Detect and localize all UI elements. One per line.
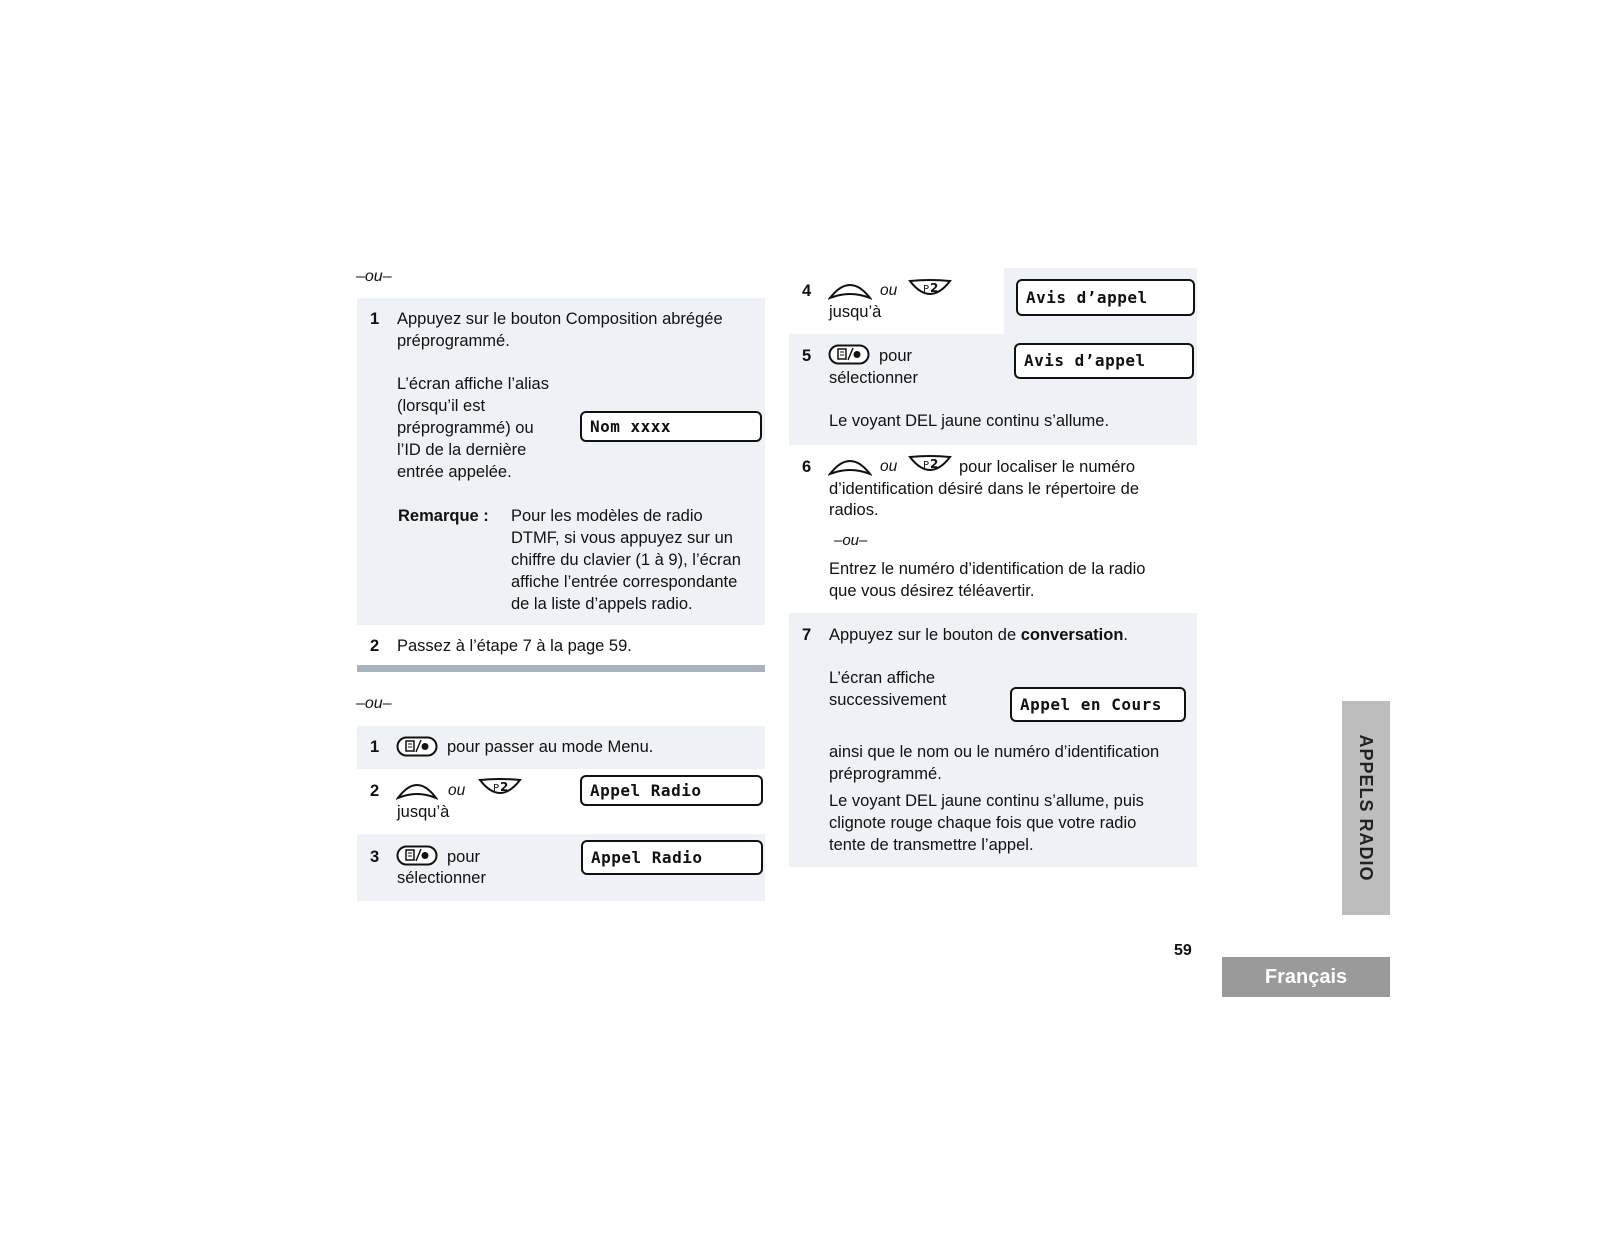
step-text: Passez à l’étape 7 à la page 59. — [397, 637, 632, 655]
step-number: 7 — [802, 626, 812, 644]
language-tab: Français — [1222, 957, 1390, 997]
lcd-display: Appel Radio — [581, 840, 763, 875]
screen-text: L’écran affiche — [829, 669, 936, 687]
step-text: pour — [447, 848, 481, 866]
step-subtext: sélectionner — [397, 869, 486, 887]
svg-text:2: 2 — [930, 281, 939, 295]
step-number: 6 — [802, 458, 812, 476]
up-arrow-key-icon — [828, 278, 872, 302]
step-b2-panel — [357, 770, 579, 833]
section-divider — [357, 665, 765, 672]
alias-text: L’écran affiche l’alias — [397, 375, 549, 393]
step-number: 1 — [370, 738, 380, 756]
svg-text:2: 2 — [930, 457, 939, 471]
note-text: DTMF, si vous appuyez sur un — [511, 529, 733, 547]
step-text: Appuyez sur le bouton Composition abrégée — [397, 310, 723, 328]
lcd-display: Appel Radio — [580, 775, 763, 806]
page-number: 59 — [1174, 942, 1192, 959]
note-text: Pour les modèles de radio — [511, 507, 703, 525]
or-text: ou — [880, 458, 898, 475]
step-text: tente de transmettre l’appel. — [829, 836, 1034, 854]
step-number: 2 — [370, 637, 380, 655]
p2-key-icon — [908, 453, 952, 477]
note-text: chiffre du clavier (1 à 9), l’écran — [511, 551, 741, 569]
step-text: Le voyant DEL jaune continu s’allume. — [829, 412, 1110, 430]
alias-text: entrée appelée. — [397, 463, 512, 481]
step-text: pour passer au mode Menu. — [447, 738, 654, 756]
step-text: ainsi que le nom ou le numéro d’identification — [829, 743, 1160, 761]
svg-text:P: P — [923, 284, 930, 295]
up-arrow-key-icon — [396, 778, 438, 802]
step-text: Le voyant DEL jaune continu s’allume, puis — [829, 792, 1144, 810]
lcd-display: Appel en Cours — [1010, 687, 1186, 722]
step-text: pour localiser le numéro — [959, 458, 1136, 476]
or-separator: –ou– — [834, 532, 868, 549]
step-text — [829, 624, 1128, 646]
svg-text:2: 2 — [500, 780, 509, 794]
step-text-bold: conversation — [1020, 626, 1124, 644]
step-text: Entrez le numéro d’identification de la radio — [829, 560, 1146, 578]
menu-select-key-icon — [396, 736, 438, 757]
step-text: pour — [879, 347, 913, 365]
menu-select-key-icon — [396, 845, 438, 866]
step-subtext: jusqu’à — [397, 803, 450, 821]
screen-text: successivement — [829, 691, 947, 709]
step-text: préprogrammé. — [829, 765, 942, 783]
note-label: Remarque : — [398, 507, 489, 525]
step-number: 5 — [802, 347, 812, 365]
step-number: 4 — [802, 282, 812, 300]
or-separator: –ou– — [356, 268, 392, 285]
step-text-post: . — [1123, 626, 1129, 644]
step-text: d’identification désiré dans le répertoire de — [829, 480, 1140, 498]
lcd-display: Nom xxxx — [580, 411, 762, 442]
p2-key-icon — [478, 776, 522, 800]
svg-text:P: P — [493, 783, 500, 794]
or-separator: –ou– — [356, 695, 392, 712]
p2-key-icon — [908, 277, 952, 301]
step-number: 1 — [370, 310, 380, 328]
step-text: préprogrammé. — [397, 332, 510, 350]
step-subtext: sélectionner — [829, 369, 918, 387]
menu-select-key-icon — [828, 344, 870, 365]
section-side-tab-label: APPELS RADIO — [1356, 734, 1376, 882]
step-text-pre: Appuyez sur le bouton de — [829, 626, 1021, 644]
step-subtext: jusqu’à — [829, 303, 882, 321]
step-text: que vous désirez téléavertir. — [829, 582, 1035, 600]
alias-text: préprogrammé) ou — [397, 419, 534, 437]
up-arrow-key-icon — [828, 454, 872, 478]
note-text: affiche l’entrée correspondante — [511, 573, 738, 591]
lcd-display: Avis d’appel — [1016, 279, 1195, 316]
or-text: ou — [880, 282, 898, 299]
step-number: 2 — [370, 782, 380, 800]
step-text: radios. — [829, 501, 879, 519]
alias-text: (lorsqu’il est — [397, 397, 486, 415]
or-text: ou — [448, 782, 466, 799]
section-side-tab — [1342, 701, 1390, 915]
step-number: 3 — [370, 848, 380, 866]
lcd-display: Avis d’appel — [1014, 343, 1194, 379]
step-text: clignote rouge chaque fois que votre radio — [829, 814, 1137, 832]
svg-text:P: P — [923, 460, 930, 471]
note-text: de la liste d’appels radio. — [511, 595, 693, 613]
alias-text: l’ID de la dernière — [397, 441, 527, 459]
